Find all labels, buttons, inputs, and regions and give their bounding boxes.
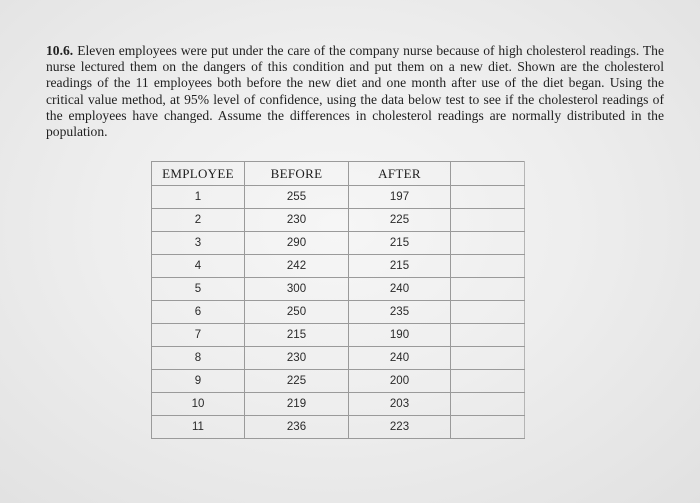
table-row [152, 370, 525, 393]
empty-cell [451, 255, 525, 278]
empty-cell [451, 278, 525, 301]
problem-statement [46, 43, 664, 140]
header-employee: EMPLOYEE [152, 162, 245, 186]
empty-cell [451, 301, 525, 324]
empty-cell [451, 324, 525, 347]
before-cell: 242 [245, 255, 349, 278]
after-cell: 215 [349, 232, 451, 255]
empty-cell [451, 209, 525, 232]
before-cell: 255 [245, 186, 349, 209]
employee-cell: 1 [152, 186, 245, 209]
header-before: BEFORE [245, 162, 349, 186]
table-header-row [152, 162, 525, 186]
after-cell: 223 [349, 416, 451, 439]
empty-cell [451, 393, 525, 416]
employee-cell: 11 [152, 416, 245, 439]
table-row [152, 232, 525, 255]
header-empty [451, 162, 525, 186]
empty-cell [451, 186, 525, 209]
table-row [152, 186, 525, 209]
before-cell: 290 [245, 232, 349, 255]
after-cell: 215 [349, 255, 451, 278]
before-cell: 300 [245, 278, 349, 301]
header-after: AFTER [349, 162, 451, 186]
table-row [152, 209, 525, 232]
empty-cell [451, 416, 525, 439]
before-cell: 225 [245, 370, 349, 393]
empty-cell [451, 232, 525, 255]
employee-cell: 2 [152, 209, 245, 232]
after-cell: 203 [349, 393, 451, 416]
before-cell: 215 [245, 324, 349, 347]
employee-cell: 5 [152, 278, 245, 301]
employee-cell: 10 [152, 393, 245, 416]
after-cell: 240 [349, 278, 451, 301]
before-cell: 236 [245, 416, 349, 439]
table-body [152, 186, 525, 439]
table-row [152, 347, 525, 370]
before-cell: 219 [245, 393, 349, 416]
employee-cell: 7 [152, 324, 245, 347]
table-row [152, 416, 525, 439]
empty-cell [451, 370, 525, 393]
after-cell: 240 [349, 347, 451, 370]
before-cell: 230 [245, 347, 349, 370]
empty-cell [451, 347, 525, 370]
table-row [152, 255, 525, 278]
after-cell: 197 [349, 186, 451, 209]
table-row [152, 278, 525, 301]
employee-cell: 6 [152, 301, 245, 324]
problem-text: Eleven employees were put under the care of the company nurse because of high cholesterol readings. The nurse lectured them on the dangers of this condition and put them on a new diet. Shown are the cholesterol readings of the 11 employees both before the new diet and one month after use of the diet began. Using the critical value method, at 95% level of confidence, using the data below test to see if the cholesterol readings of the employees have changed. Assume the differences in cholesterol readings are normally distributed in the population. [46, 43, 664, 140]
employee-cell: 9 [152, 370, 245, 393]
table-row [152, 393, 525, 416]
table-row [152, 301, 525, 324]
before-cell: 250 [245, 301, 349, 324]
after-cell: 225 [349, 209, 451, 232]
before-cell: 230 [245, 209, 349, 232]
employee-cell: 4 [152, 255, 245, 278]
table-row [152, 324, 525, 347]
after-cell: 200 [349, 370, 451, 393]
after-cell: 235 [349, 301, 451, 324]
after-cell: 190 [349, 324, 451, 347]
problem-number: 10.6. [46, 43, 74, 58]
employee-cell: 3 [152, 232, 245, 255]
employee-cell: 8 [152, 347, 245, 370]
cholesterol-table [151, 161, 525, 439]
